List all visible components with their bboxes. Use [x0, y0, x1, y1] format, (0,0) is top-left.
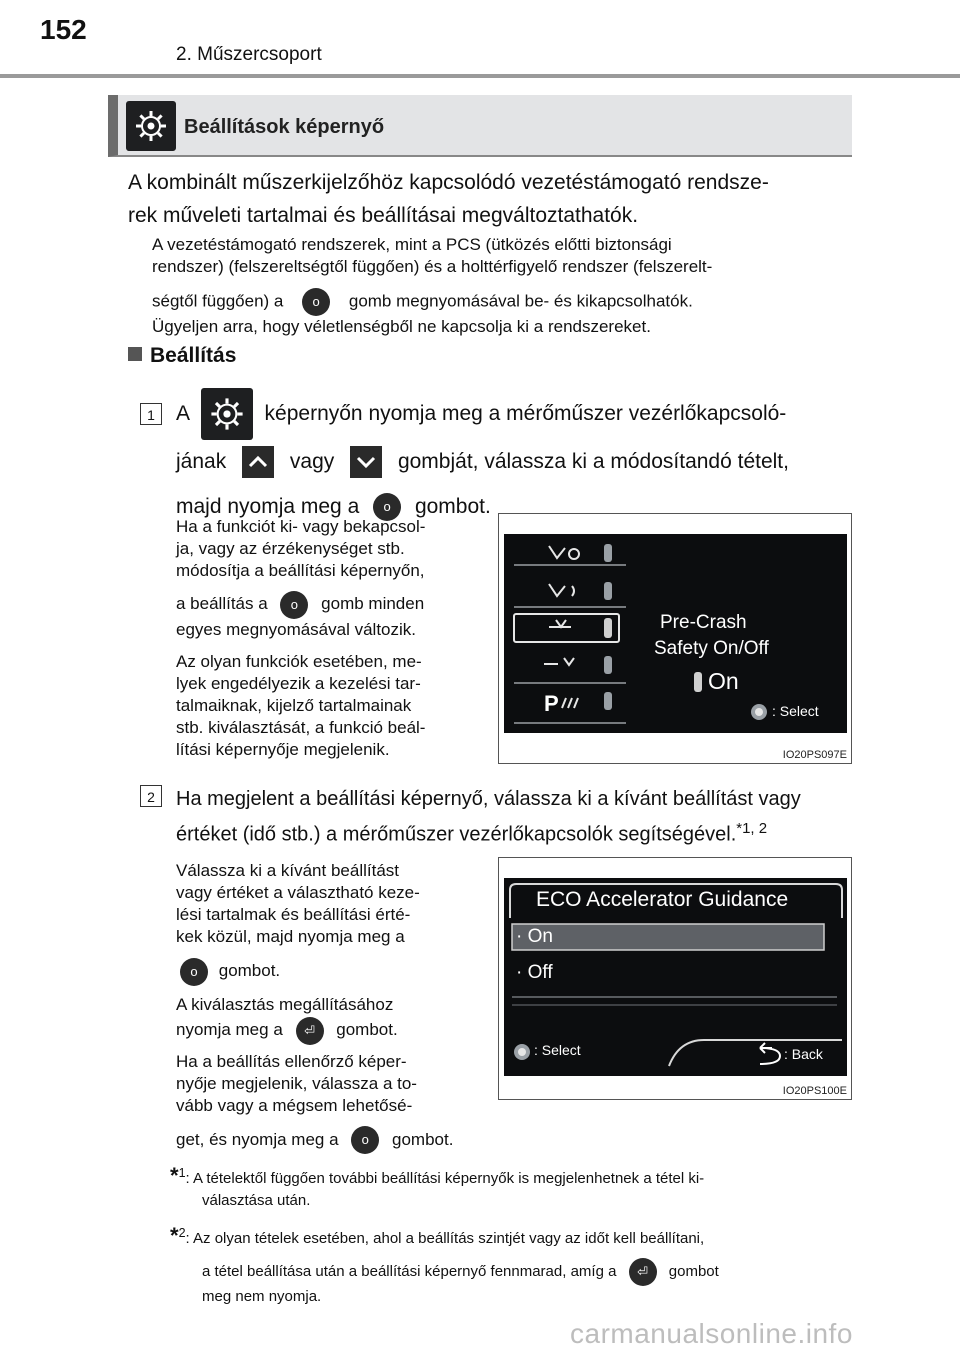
setting-state: On [708, 668, 739, 694]
ok-button-icon: o [280, 591, 308, 619]
header-divider [0, 74, 960, 78]
select-hint: : Select [534, 1042, 581, 1058]
intro-paragraph [128, 166, 848, 232]
ok-button-icon: o [180, 958, 208, 986]
display-screen [504, 534, 847, 733]
square-bullet-icon [128, 347, 142, 361]
intro-note [152, 234, 846, 338]
back-hint: : Back [784, 1046, 823, 1062]
display-screen [504, 878, 847, 1076]
chevron-down-icon [350, 446, 382, 478]
setting-name: Pre-Crash Safety On/Off [654, 612, 769, 659]
option-on: · On [516, 926, 553, 947]
back-button-icon: ⏎ [296, 1017, 324, 1045]
select-hint: : Select [772, 703, 819, 719]
step-number: 1 [140, 403, 162, 425]
step1-body: Ha a funkciót ki- vagy bekapcsol- ja, vagy az érzékenységet stb. módosítja a beállítási képernyőn, a beállítás a o gomb minden egyes megnyomásával változik. Az olyan funkciók esetében, me- lyek engedélyezik a kezelési tar- talmaiknak, kijelző tartalmainak stb. kiválasztását, a funkció beál- lítási képernyője megjelenik. [176, 517, 426, 759]
chapter-title: 2. Műszercsoport [176, 44, 322, 65]
step-number: 2 [140, 785, 162, 807]
option-off: · Off [516, 962, 553, 983]
figure-code: IO20PS100E [782, 1085, 847, 1097]
note-line: A vezetéstámogató rendszerek, mint a PCS (ütközés előtti biztonsági [152, 235, 672, 254]
setting-title: ECO Accelerator Guidance [536, 888, 789, 911]
note-line: rendszer) (felszereltségtől függően) és a holttérfigyelő rendszer (felszerelt- [152, 257, 713, 276]
gear-icon [126, 101, 176, 151]
figure-pre-crash-settings [498, 513, 852, 764]
ok-button-icon: o [373, 493, 401, 521]
footnote-1: *$^1$: A tételektől függően további beállítási képernyők is megjelenhetnek a tétel ki- választása után. [170, 1163, 705, 1209]
step2-text: Ha megjelent a beállítási képernyő, válassza ki a kívánt beállítást vagy értéket (idő stb.) a mérőműszer vezérlőkapcsolók segítségével.$^{*1, 2}$ [176, 788, 801, 846]
intro-line: rek műveleti tartalmai és beállításai megváltoztathatók. [128, 204, 639, 227]
step1-text: A képernyőn nyomja meg a mérőműszer vezérlőkapcsoló- jának vagy gombját, válassza ki a módosítandó tételt, majd nyomja meg a o gombot. [176, 386, 846, 532]
chevron-up-icon [242, 446, 274, 478]
ok-button-icon: o [351, 1126, 379, 1154]
section-title: Beállítások képernyő [184, 116, 385, 138]
note-line: ségtől függően) a o gomb megnyomásával be- és kikapcsolhatók. [152, 288, 846, 316]
watermark: carmanualsonline.info [570, 1318, 853, 1349]
intro-line: A kombinált műszerkijelzőhöz kapcsolódó vezetéstámogató rendsze- [128, 171, 769, 194]
ok-button-icon: o [302, 288, 330, 316]
page-number: 152 [40, 14, 87, 45]
figure-eco-guidance [498, 857, 852, 1100]
figure-code: IO20PS097E [782, 749, 847, 761]
subsection-heading: Beállítás [128, 344, 236, 368]
back-button-icon: ⏎ [629, 1258, 657, 1286]
svg-text:P: P [544, 691, 559, 716]
footnote-2: *$^2$: Az olyan tételek esetében, ahol a beállítás szintjét vagy az időt kell beállítani, a tétel beállítása után a beállítási képernyő fennmarad, amíg a ⏎ gombot meg nem nyomja. [170, 1223, 719, 1306]
step2-body: Válassza ki a kívánt beállítást vagy értéket a választható keze- lési tartalmak és beállítási érté- kek közül, majd nyomja meg a o gombot. A kiválasztás megállításához nyomja meg a ⏎ gombot. Ha a beállítás ellenőrző képer- nyője megjelenik, válassza a to- vább vagy a mégsem lehetősé- get, és nyomja meg a o gombot. [176, 860, 488, 1155]
gear-icon [201, 388, 253, 440]
note-line: Ügyeljen arra, hogy véletlenségből ne kapcsolja ki a rendszereket. [152, 317, 651, 336]
